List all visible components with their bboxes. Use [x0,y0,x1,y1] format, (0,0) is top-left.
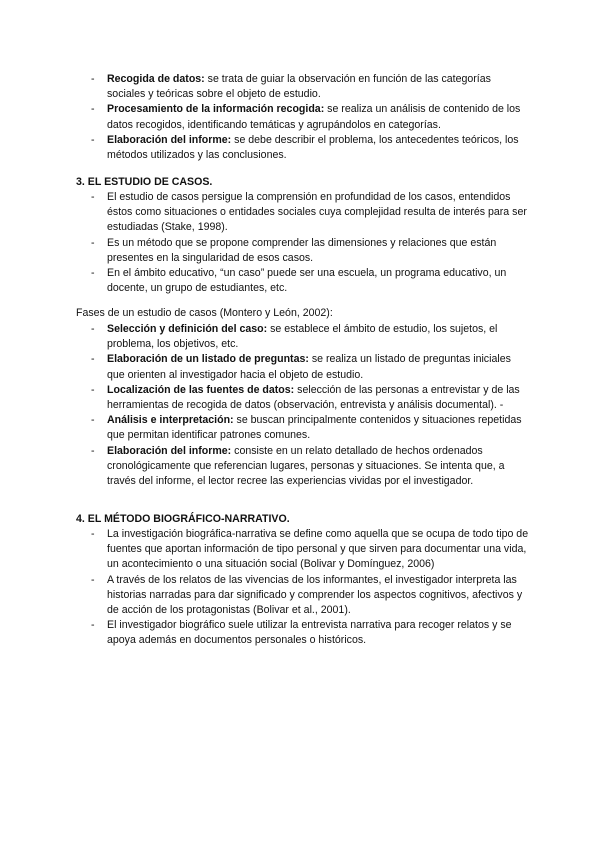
item-text: En el ámbito educativo, “un caso” puede ser una escuela, un programa educativo, un docente, un grupo de estudiantes, etc. [107,267,507,295]
list-item [0,133,600,163]
dash-bullet: - [91,133,95,146]
list-item [0,527,600,573]
dash-bullet: - [91,444,95,457]
list-item [0,190,600,236]
item-text: selección de las personas a entrevistar y de las herramientas de recogida de datos (observación, entrevista y análisis documental). - [107,383,520,412]
list-item [0,444,600,490]
dash-bullet: - [91,383,95,396]
dash-bullet: - [91,414,95,427]
case-study-phases-list [0,322,600,489]
list-item [0,618,600,648]
dash-bullet: - [91,573,95,586]
term: Procesamiento de la información recogida: [107,103,325,116]
case-study-list [0,190,600,296]
item-text: se realiza un análisis de contenido de los datos recogidos, identificando temáticas y agrupándolos en categorías. [107,103,521,131]
list-item [0,236,600,266]
term: Selección y definición del caso: [107,323,268,335]
item-text: se trata de guiar la observación en función de las categorías sociales y teóricas sobre el objeto de estudio. [107,73,491,101]
term: Análisis e interpretación: [107,414,234,427]
section-heading: 3. EL ESTUDIO DE CASOS. [76,176,213,188]
dash-bullet: - [91,73,95,85]
list-item [0,322,600,352]
item-text: A través de los relatos de las vivencias de los informantes, el investigador interpreta las historias narradas para dar significado y comprender los aspectos cognitivos, afectivos y de acción de los protagonistas (Bolivar et al., 2001). [107,573,523,617]
list-item [0,72,600,102]
item-text: La investigación biográfica-narrativa se define como aquella que se ocupa de todo tipo de fuentes que aportan información de tipo personal y que sirven para documentar una vida, un acontecimiento o una situación social (Bolivar y Domínguez, 2006) [107,528,529,571]
term: Elaboración del informe: [107,133,232,146]
item-text: se establece el ámbito de estudio, los sujetos, el problema, los objetivos, etc. [107,323,498,351]
item-text: consiste en un relato detallado de hechos ordenados cronológicamente que referencian lugares, personas y situaciones. Se intenta que, a través del informe, el lector recree las experiencias vividas por el investigador. [107,444,505,488]
item-text: se buscan principalmente contenidos y situaciones repetidas que permitan identificar patrones comunes. [107,414,522,442]
list-item [0,383,600,413]
term: Elaboración del informe: [107,444,232,457]
dash-bullet: - [91,353,95,366]
list-item [0,102,600,132]
term: Localización de las fuentes de datos: [107,383,295,396]
list-item [0,413,600,443]
biographical-method-list [0,527,600,649]
dash-bullet: - [91,103,95,116]
list-item [0,573,600,619]
section-heading: 4. EL MÉTODO BIOGRÁFICO-NARRATIVO. [76,513,290,525]
list-item [0,266,600,296]
item-text: se debe describir el problema, los antecedentes teóricos, los métodos utilizados y las conclusiones. [107,133,519,162]
item-text: El estudio de casos persigue la comprensión en profundidad de los casos, entendidos éstos como situaciones o entidades sociales cuya complejidad resulta de interés para ser estudiadas (Stake, 1998). [107,191,527,234]
dash-bullet: - [91,267,95,280]
dash-bullet: - [91,528,95,540]
term: Elaboración de un listado de preguntas: [107,353,309,366]
dash-bullet: - [91,619,95,632]
item-text: Es un método que se propone comprender las dimensiones y relaciones que están presentes en la singularidad de esos casos. [107,236,497,264]
phases-intro: Fases de un estudio de casos (Montero y León, 2002): [76,307,333,319]
dash-bullet: - [91,236,95,249]
data-collection-steps-list [0,72,600,163]
term: Recogida de datos: [107,73,205,85]
dash-bullet: - [91,323,95,335]
item-text: se realiza un listado de preguntas iniciales que orienten al investigador hacia el objeto de estudio. [107,353,511,381]
list-item [0,352,600,382]
dash-bullet: - [91,191,95,203]
item-text: El investigador biográfico suele utilizar la entrevista narrativa para recoger relatos y se apoya además en documentos personales o históricos. [107,619,512,647]
